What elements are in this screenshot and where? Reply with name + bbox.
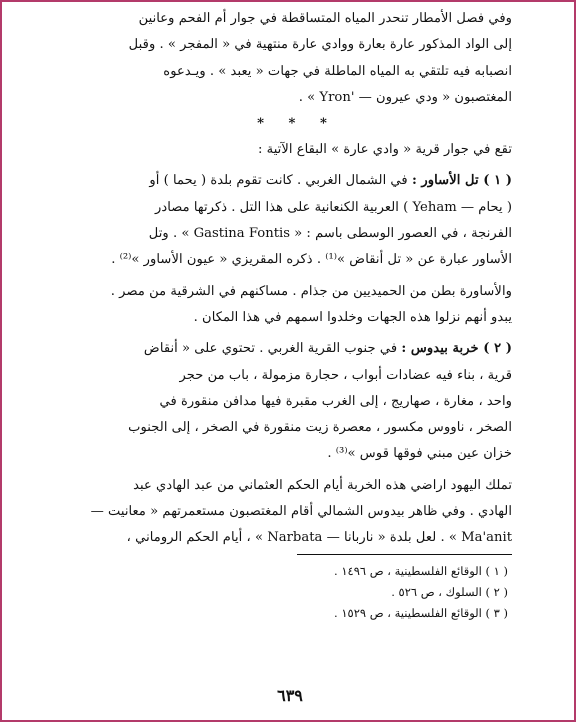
text-line: في الشمال الغربي . كانت تقوم بلدة ( يحما ) أو [149,173,412,189]
text-line: تملك اليهود اراضي هذه الخربة أيام الحكم العثماني من عبد الهادي عبد [133,477,512,493]
footnote: ( ٣ ) الوقائع الفلسطينية ، ص ١٥٢٩ . [334,605,508,620]
paragraph-khirbet-baidus [82,336,512,467]
text-line: الأساور عبارة عن « تل أنقاض »⁽¹⁾ . ذكره المقريزي « عيون الأساور »⁽²⁾ . [111,252,512,268]
paragraph-asawira [82,279,512,332]
text-line: المغتصبون « ودي عيرون — 'Yron » . [298,89,512,105]
text-line: خزان عين مبني فوقها قوس »⁽³⁾ . [327,446,512,462]
paragraph-rain-flow [82,6,512,111]
text-line: والأساورة بطن من الحميديين من جذام . مساكنهم في الشرقية من مصر . [110,283,512,299]
text-line: وفي فصل الأمطار تنحدر المياه المتساقطة في جوار أم الفحم وعانين [138,11,512,26]
item-heading: ( ٢ ) خربة بيدوس : [401,341,512,357]
footnotes [82,561,512,624]
text-line: Ma'anit » . لعل بلدة « ناربانا — Narbata » ، أيام الحكم الروماني ، [126,530,512,546]
page-number: ٦٣٩ [277,686,303,705]
text-line: ( يحام — Yeham ) العربية الكنعانية على هذا التل . ذكرتها مصادر [154,199,512,215]
text-line: يبدو أنهم نزلوا هذه الجهات وخلدوا اسمهم في هذا المكان . [193,309,512,325]
paragraph-tell-asawir [82,168,512,273]
text-line: إلى الواد المذكور عارة بعارة ووادي عارة منتهية في « المفجر » . وقبل [128,37,512,53]
section-separator: * * * [257,116,337,132]
text-line: الفرنجة ، في العصور الوسطى باسم : « Gastina Fontis » . وتل [148,226,512,242]
text-line: واحد ، مغارة ، صهاريج ، إلى الغرب مقبرة فيها مدافن منقورة في [159,393,512,409]
text-line: الصخر ، ناووس مكسور ، معصرة زيت منقورة في الصخر ، إلى الجنوب [128,420,512,436]
document-page [82,6,512,624]
text-line: الهادي . وفي ظاهر بيدوس الشمالي أقام المغتصبون مستعمرتهم « معانيت — [90,504,512,520]
footnote: ( ١ ) الوقائع الفلسطينية ، ص ١٤٩٦ . [334,563,508,578]
item-heading: ( ١ ) تل الأساور : [411,173,512,189]
footnote-rule [297,554,512,555]
paragraph-intro [82,137,512,163]
text-line: انصبابه فيه تلتقي به المياه الماطلة في جهات « يعبد » . ويـدعوه [163,63,512,79]
text-line: في جنوب القرية الغربي . تحتوي على « أنقاض [143,341,402,357]
text-line: تقع في جوار قرية « وادي عارة » البقاع الآتية : [258,142,512,158]
footnote: ( ٢ ) السلوك ، ص ٥٢٦ . [391,584,508,599]
text-line: قرية ، بناء فيه عضادات أبواب ، حجارة مزمولة ، باب من حجر [179,367,512,383]
paragraph-land-ownership [82,473,512,552]
